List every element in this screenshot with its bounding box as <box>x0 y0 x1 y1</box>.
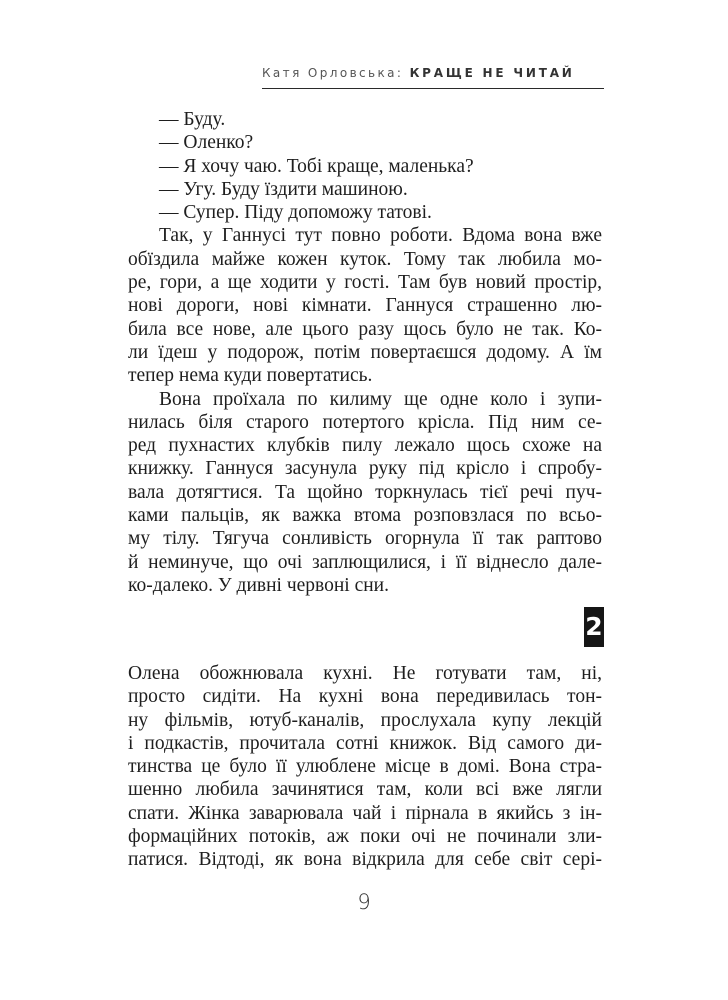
text-line: тинства це було її улюблене місце в домі. Вона стра- <box>128 756 602 778</box>
text-line: шенно любила зачинятися там, коли всі вже лягли <box>128 779 602 801</box>
text-line: била все нове, але цього разу щось було не так. Ко- <box>128 318 602 340</box>
text-line: просто сидіти. На кухні вона передивилась тон- <box>128 686 602 708</box>
text-line: тепер нема куди повертатись. <box>128 365 373 387</box>
text-line: нилась біля старого потертого крісла. Під ним се- <box>128 411 602 433</box>
text-line: вала дотягтися. Та щойно торкнулась тієї речі пуч- <box>128 481 602 503</box>
text-line: спати. Жінка заварювала чай і пірнала в якийсь з ін- <box>128 802 602 824</box>
text-line: обїздила майже кожен куток. Тому так любила мо- <box>128 248 602 270</box>
text-line: і подкастів, прочитала сотні книжок. Від самого ди- <box>128 732 602 754</box>
text-block-2 <box>128 662 602 872</box>
text-line: Так, у Ганнусі тут повно роботи. Вдома вона вже <box>159 225 602 247</box>
text-line: ли їдеш у подорож, потім повертаєшся додому. А їм <box>128 341 602 363</box>
running-head-author: Катя Орловська: <box>262 66 404 80</box>
text-line: — Супер. Піду допоможу татові. <box>159 202 432 224</box>
text-line: — Угу. Буду їздити машиною. <box>159 178 408 200</box>
text-line: книжку. Ганнуся засунула руку під крісло і спробу- <box>128 458 602 480</box>
header-rule <box>262 88 604 89</box>
text-line: ками пальців, як важка втома розповзлася по всьо- <box>128 505 602 527</box>
text-line: — Я хочу чаю. Тобі краще, маленька? <box>159 155 474 177</box>
text-block-1 <box>128 108 602 597</box>
text-line: ре, гори, а ще ходити у гості. Там був новий простір, <box>128 272 602 294</box>
chapter-number-badge: 2 <box>584 607 604 647</box>
running-head <box>262 66 575 80</box>
text-line: нові дороги, нові кімнати. Ганнуся страшенно лю- <box>128 295 602 317</box>
text-line: ну фільмів, ютуб-каналів, прослухала купу лекцій <box>128 709 602 731</box>
text-line: ред пухнастих клубків пилу лежало щось схоже на <box>128 435 602 457</box>
running-head-book-title: КРАЩЕ НЕ ЧИТАЙ <box>409 66 575 80</box>
page-number: 9 <box>357 890 371 914</box>
text-line: — Буду. <box>159 109 226 130</box>
text-line: му тілу. Тягуча сонливість огорнула її так раптово <box>128 528 602 550</box>
text-line: й неминуче, що очі заплющилися, і її віднесло дале- <box>128 551 602 573</box>
text-line: Вона проїхала по килиму ще одне коло і зупи- <box>159 388 602 410</box>
text-line: ко-далеко. У дивні червоні сни. <box>128 574 389 596</box>
text-line: патися. Відтоді, як вона відкрила для себе світ сері- <box>128 849 602 871</box>
text-line: — Оленко? <box>159 132 254 154</box>
text-line: Олена обожнювала кухні. Не готувати там, ні, <box>128 663 602 684</box>
text-line: формаційних потоків, аж поки очі не починали зли- <box>128 826 602 848</box>
